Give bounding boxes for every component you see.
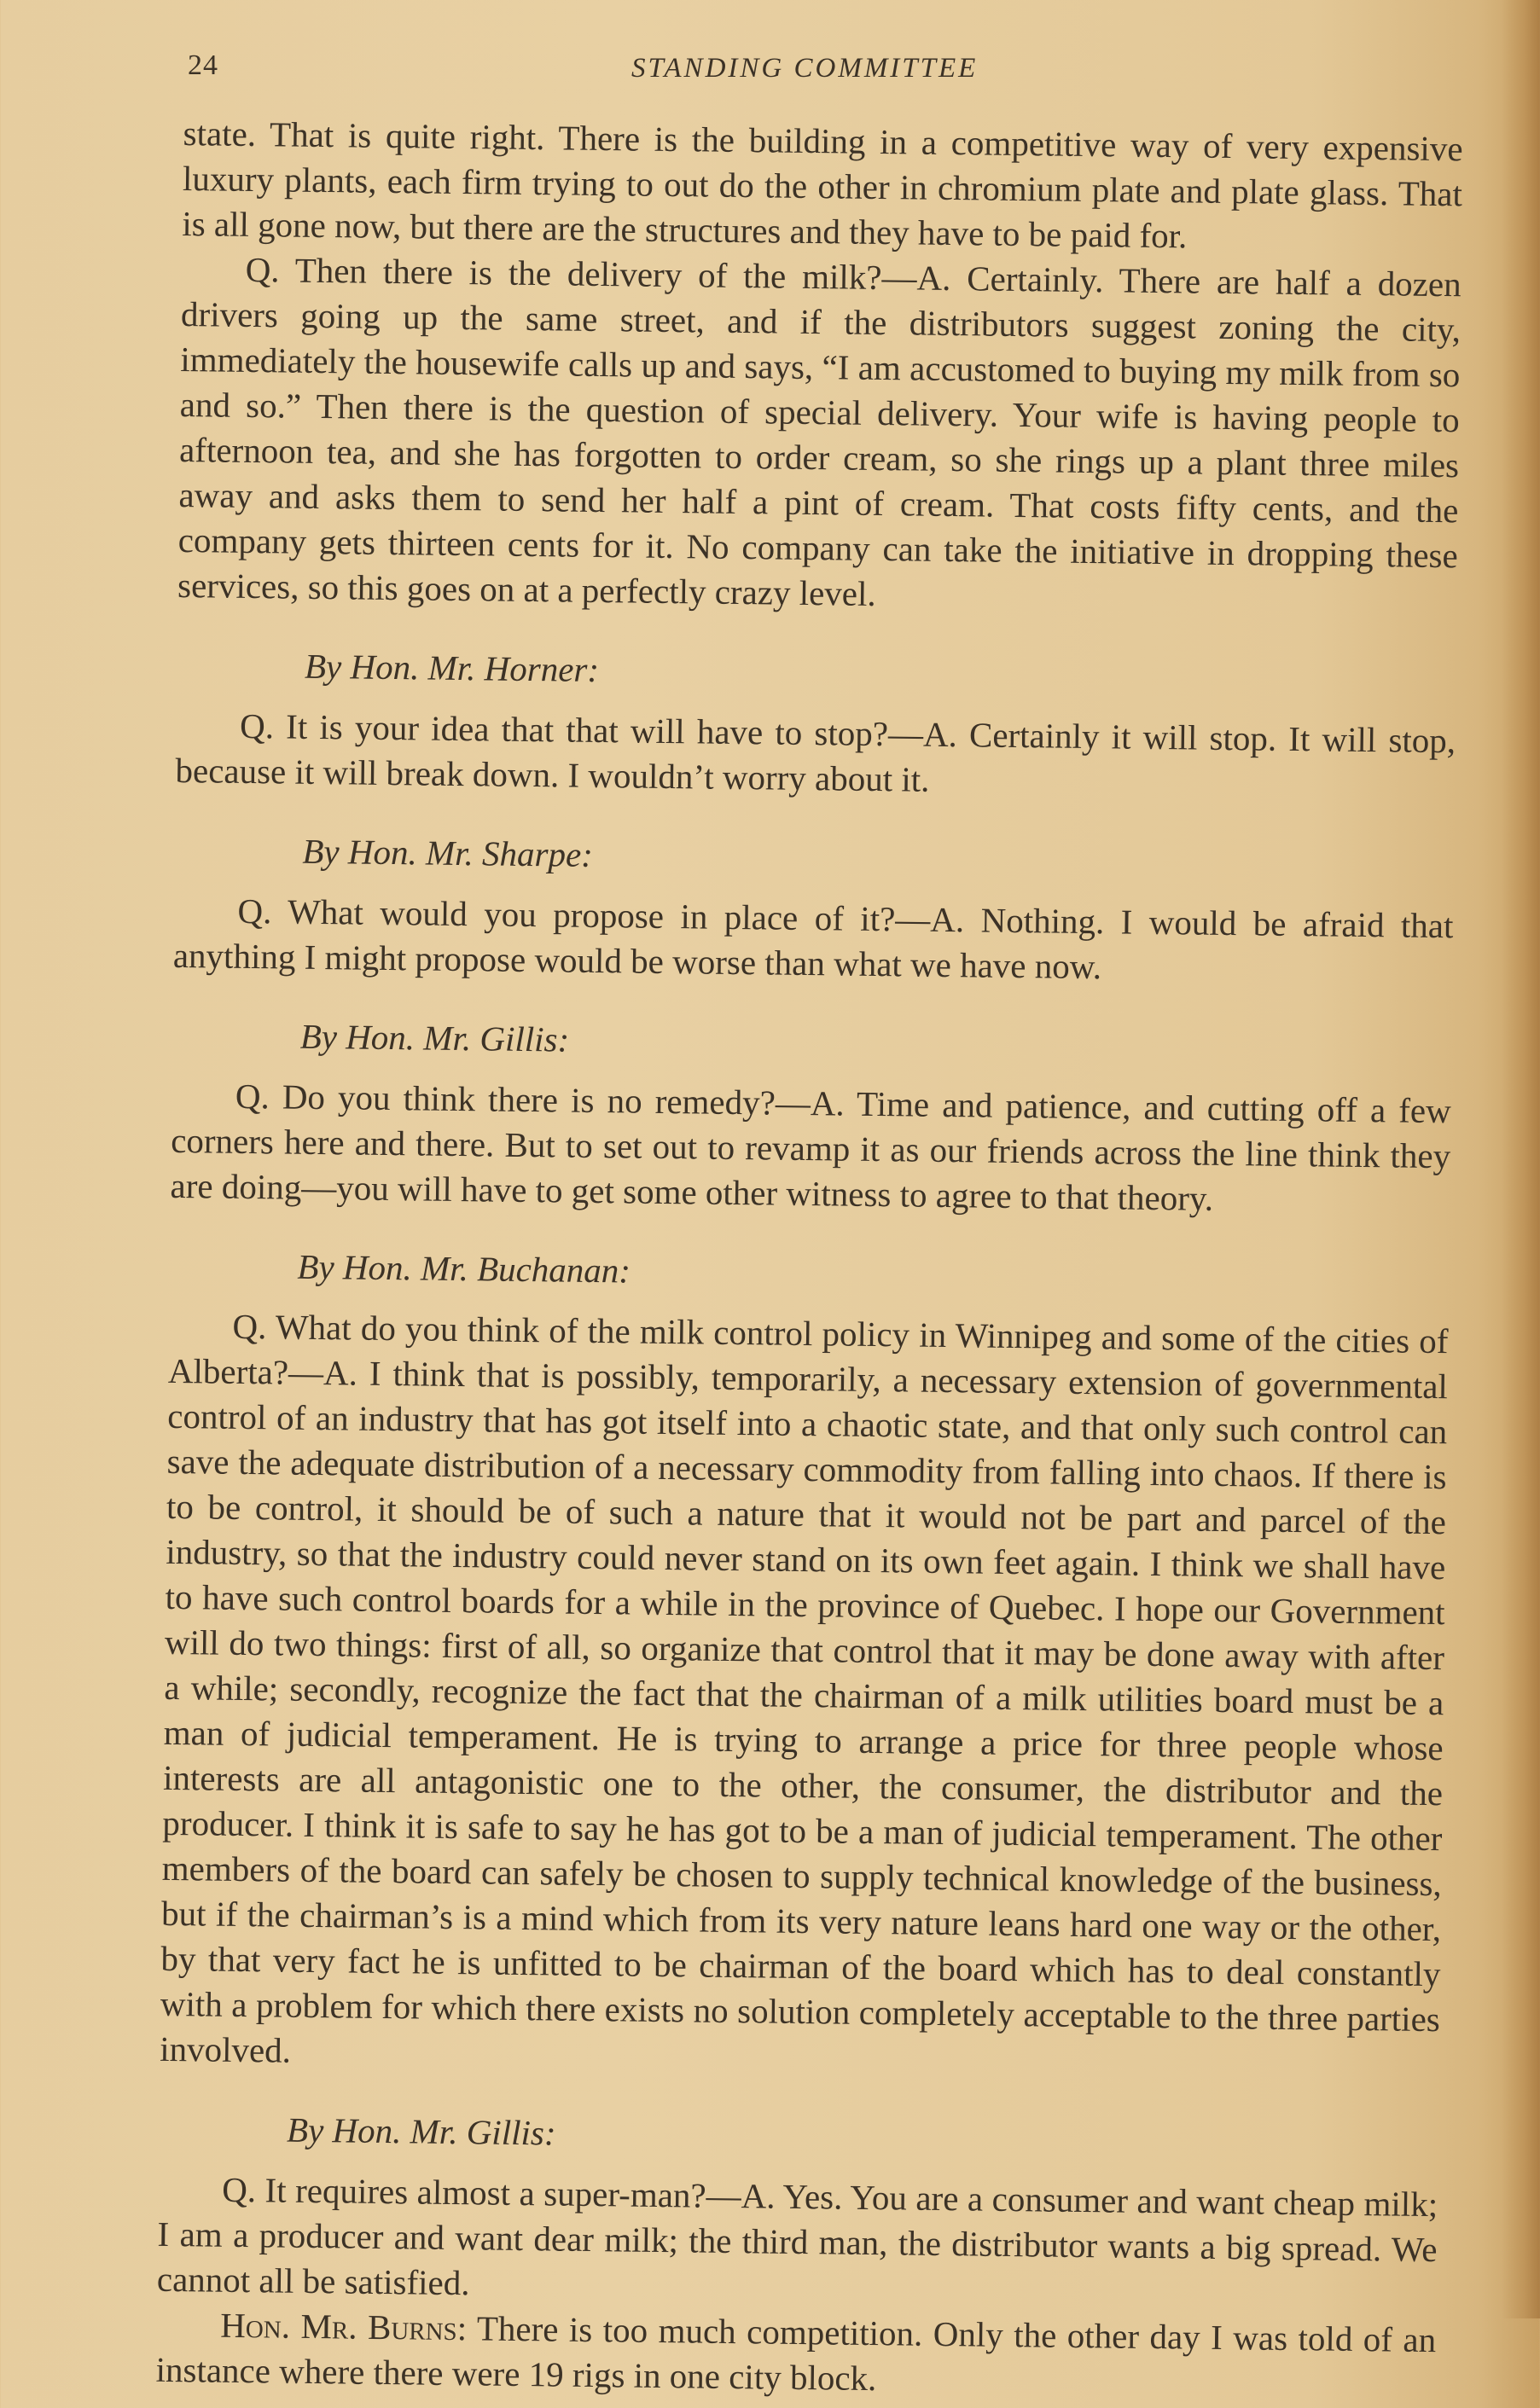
page-header <box>188 44 1450 96</box>
page-number: 24 <box>188 49 218 81</box>
speaker-heading: By Hon. Mr. Gillis: <box>286 2109 556 2153</box>
speaker-heading: By Hon. Mr. Gillis: <box>299 1016 570 1059</box>
paragraph: Q. What do you think of the milk control policy in Winnipeg and some of the cities of Alberta?—A. I think that is possibly, temporarily, a necessary extension of governmental control of an industry that has got itself into a chaotic state, and that only such control can save the adequate distribution of a necessary commodity from falling into chaos. If there is to be control, it should be of such a nature that it would not be part and parcel of the industry, so that the industry could never stand on its own feet again. I think we shall have to have such control boards for a while in the province of Quebec. I hope our Government will do two things: first of all, so organize that control that it may be done away with after a while; secondly, recognize the fact that the chairman of a milk utilities board must be a man of judicial temperament. He is trying to arrange a price for three people whose interests are all antagonistic one to the other, the consumer, the distributor and the producer. I think it is safe to say he has got to be a man of judicial temperament. The other members of the board can safely be chosen to supply technical knowledge of the business, but if the chairman’s is a mind which from its very nature leans hard one way or the other, by that very fact he is unfitted to be chairman of the board which has to deal constantly with a problem for which there exists no solution completely acceptable to the three parties involved. <box>159 1306 1449 2070</box>
speaker-lead: Hon. Mr. Burns: <box>220 2305 468 2348</box>
speaker-heading: By Hon. Mr. Horner: <box>304 646 600 689</box>
paragraph: Q. Do you think there is no remedy?—A. Time and patience, and cutting off a few corners here and there. But to set out to revamp it as our friends across the line think they are doing—you will have to get some other witness to agree to that theory. <box>170 1076 1452 1218</box>
paragraph-text: There is too much competition. Only the other day I was told of an instance where there were 19 rigs in one city block. <box>155 2308 1437 2399</box>
paragraph: Q. What would you propose in place of it?—A. Nothing. I would be afraid that anything I might propose would be worse than what we have now. <box>172 891 1454 987</box>
paragraph: Q. It requires almost a super-man?—A. Yes. You are a consumer and want cheap milk; I am a producer and want dear milk; the third man, the distributor wants a big spread. We cannot all be satisfied. <box>156 2169 1438 2303</box>
running-head: STANDING COMMITTEE <box>631 53 979 84</box>
transcript-body <box>155 111 1463 2408</box>
paragraph: Q. It is your idea that that will have to stop?—A. Certainly it will stop. It will stop, because it will break down. I wouldn’t worry about it. <box>175 705 1456 799</box>
paragraph <box>155 2302 1436 2408</box>
speaker-heading: By Hon. Mr. Sharpe: <box>302 831 594 874</box>
paragraph: Q. Then there is the delivery of the milk?—A. Certainly. There are half a dozen drivers going up the same street, and if the distributors suggest zoning the city, immediately the housewife calls up and says, “I am accustomed to buying my milk from so and so.” Then there is the question of special delivery. Your wife is having people to afternoon tea, and she has forgotten to order cream, so she rings up a plant three miles away and asks them to send her half a pint of cream. That costs fifty cents, and the company gets thirteen cents for it. No company can take the initiative in dropping these services, so this goes on at a perfectly crazy level. <box>177 249 1462 613</box>
speaker-heading: By Hon. Mr. Buchanan: <box>297 1246 631 1291</box>
page-fold-shadow <box>1502 0 1540 2318</box>
paragraph: state. That is quite right. There is the building in a competitive way of very expensive luxury plants, each firm trying to out do the other in chromium plate and plate glass. That is all gone now, but there are the structures and they have to be paid for. <box>182 113 1463 256</box>
